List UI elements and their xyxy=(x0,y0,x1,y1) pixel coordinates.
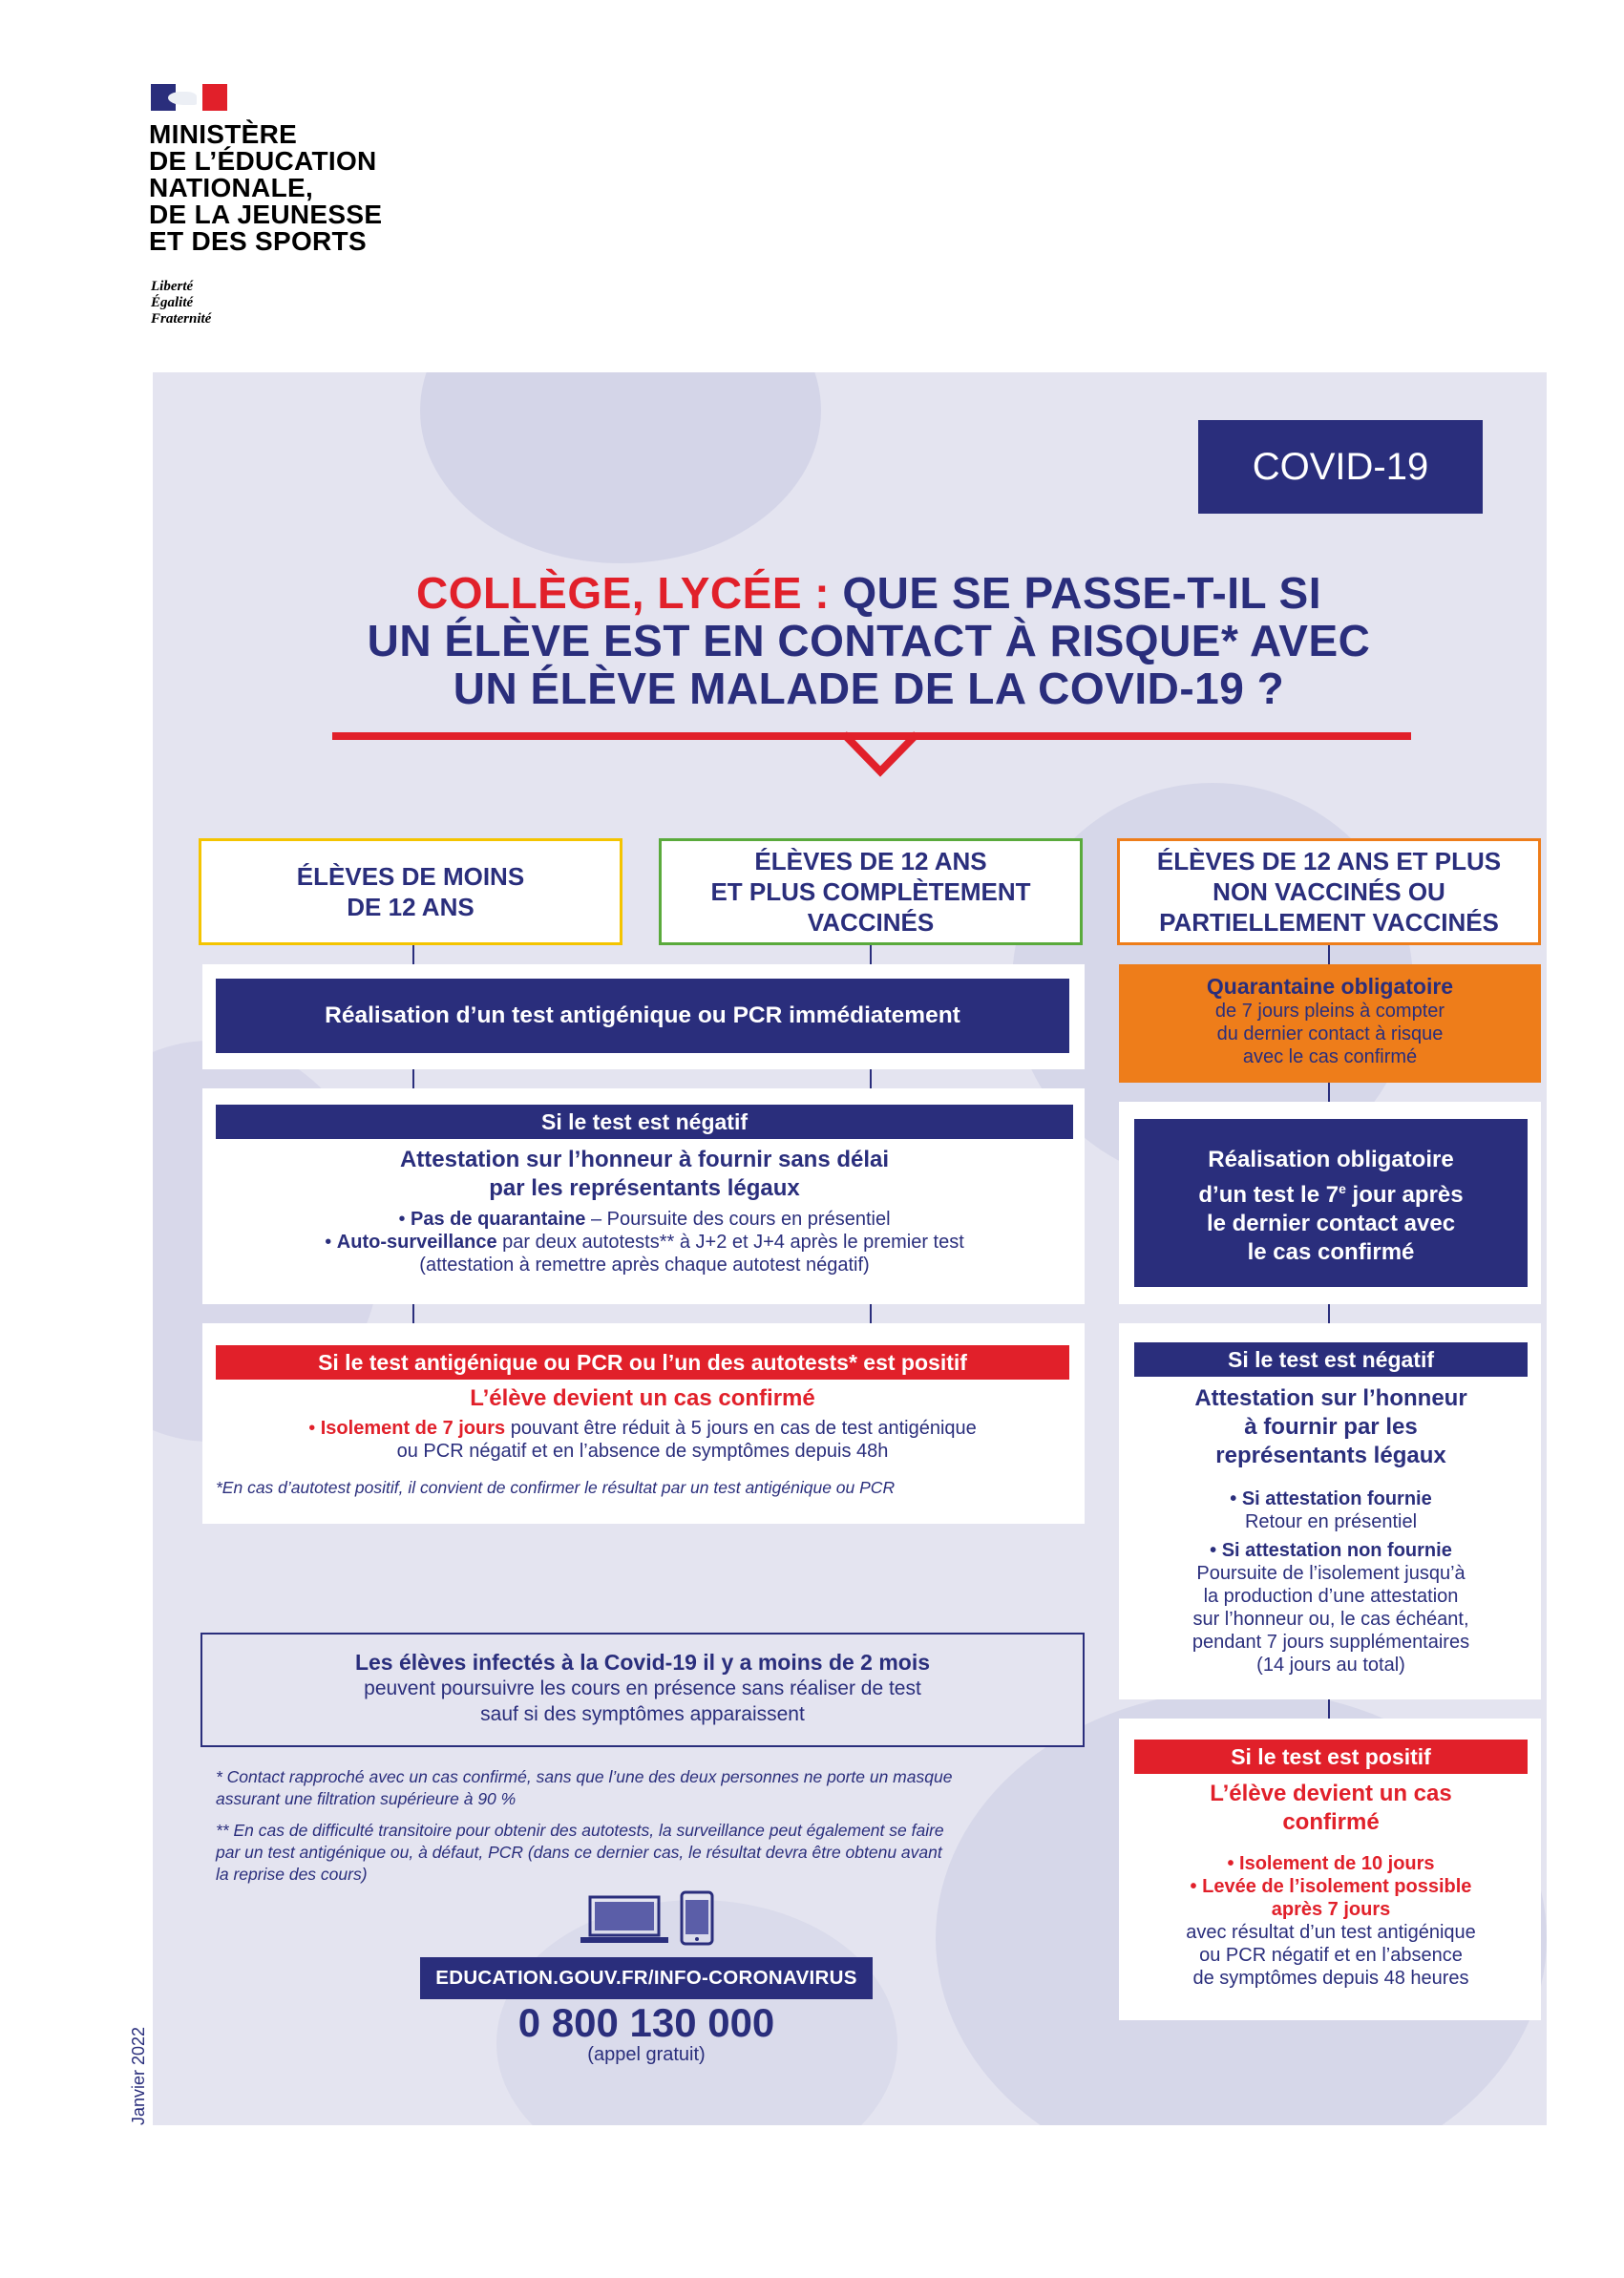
positive-bar: Si le test antigénique ou PCR ou l’un des autotests* est positif xyxy=(216,1345,1069,1380)
title-pointer xyxy=(844,731,917,777)
footnotes: * Contact rapproché avec un cas confirmé, sans que l’une des deux personnes ne porte un masque assurant une filtration supérieure à 90 % ** En cas de difficulté transitoire pour obtenir des autotests, la surveillance peut également se faire par un test antigénique ou, à défaut, PCR (dans ce dernier cas, le résultat devra être obtenu avant la reprise des cours) xyxy=(216,1767,953,1884)
connector xyxy=(1328,945,1330,964)
title-line2: UN ÉLÈVE EST EN CONTACT À RISQUE* AVEC xyxy=(367,616,1371,665)
autotest-note: *En cas d’autotest positif, il convient de confirmer le résultat par un test antigénique ou PCR xyxy=(216,1478,896,1497)
connector xyxy=(1328,1304,1330,1323)
right-negative-bar: Si le test est négatif xyxy=(1134,1342,1528,1377)
title-line3: UN ÉLÈVE MALADE DE LA COVID-19 ? xyxy=(453,664,1285,713)
quarantine-text: Quarantaine obligatoire de 7 jours pleins à compter du dernier contact à risque avec le cas confirmé xyxy=(1206,974,1454,1067)
connector xyxy=(870,945,872,964)
right-positive-details: • Isolement de 10 jours • Levée de l’isolement possible après 7 jours avec résultat d’un test antigénique ou PCR négatif et en l’absence de symptômes depuis 48 heures xyxy=(1134,1852,1528,1990)
page-title xyxy=(248,569,1489,712)
marianne-flag-logo xyxy=(151,84,227,111)
positive-details: • Isolement de 7 jours pouvant être réduit à 5 jours en cas de test antigénique ou PCR négatif et en l’absence de symptômes depuis 48h xyxy=(216,1417,1069,1463)
connector xyxy=(412,945,414,964)
connector xyxy=(1328,1083,1330,1102)
test-day7-bar: Réalisation obligatoire d’un test le 7e jour après le dernier contact avec le cas confirmé xyxy=(1134,1119,1528,1287)
laptop-icon xyxy=(579,1895,670,1945)
smartphone-icon xyxy=(680,1890,714,1946)
ministry-name: MINISTÈRE DE L’ÉDUCATION NATIONALE, DE LA JEUNESSE ET DES SPORTS xyxy=(149,119,383,256)
positive-heading: L’élève devient un cas confirmé xyxy=(470,1385,815,1411)
website-link[interactable]: EDUCATION.GOUV.FR/INFO-CORONAVIRUS xyxy=(420,1957,873,1999)
header-under-12: ÉLÈVES DE MOINS DE 12 ANS xyxy=(199,838,622,945)
phone-note: (appel gratuit) xyxy=(587,2044,706,2065)
bullet-self-monitoring: • Auto-surveillance par deux autotests** à J+2 et J+4 après le premier test xyxy=(216,1231,1073,1254)
connector xyxy=(870,1304,872,1323)
connector xyxy=(870,1069,872,1088)
negative-bar: Si le test est négatif xyxy=(216,1105,1073,1139)
bullet-no-quarantine: • Pas de quarantaine – Poursuite des cours en présentiel xyxy=(216,1208,1073,1231)
header-unvaccinated: ÉLÈVES DE 12 ANS ET PLUS NON VACCINÉS OU PARTIELLEMENT VACCINÉS xyxy=(1117,838,1541,945)
connector xyxy=(412,1069,414,1088)
right-negative-heading: Attestation sur l’honneur à fournir par les représentants légaux xyxy=(1194,1385,1467,1468)
test-immediate-bar: Réalisation d’un test antigénique ou PCR immédiatement xyxy=(216,979,1069,1053)
negative-heading: Attestation sur l’honneur à fournir sans délai par les représentants légaux xyxy=(399,1147,890,1201)
right-negative-details: • Si attestation fournie Retour en présentiel • Si attestation non fournie Poursuite de l’isolement jusqu’à la production d’une attestation sur l’honneur ou, le cas échéant, pendant 7 jours supplémentaires (14 jours au total) xyxy=(1134,1487,1528,1677)
connector xyxy=(412,1304,414,1323)
negative-details: • Pas de quarantaine – Poursuite des cours en présentiel • Auto-surveillance par deux autotests** à J+2 et J+4 après le premier test (attestation à remettre après chaque autotest négatif) xyxy=(216,1208,1073,1276)
right-positive-bar: Si le test est positif xyxy=(1134,1740,1528,1774)
phone-number[interactable]: 0 800 130 000 xyxy=(517,2000,775,2045)
bullet-isolation: • Isolement de 7 jours pouvant être réduit à 5 jours en cas de test antigénique xyxy=(216,1417,1069,1440)
header-vaccinated: ÉLÈVES DE 12 ANS ET PLUS COMPLÈTEMENT VACCINÉS xyxy=(659,838,1083,945)
connector xyxy=(1328,1699,1330,1719)
covid-badge: COVID-19 xyxy=(1198,420,1483,514)
publication-date: Janvier 2022 xyxy=(129,2026,148,2125)
title-red-part: COLLÈGE, LYCÉE : xyxy=(415,568,831,618)
right-positive-heading: L’élève devient un cas confirmé xyxy=(1210,1781,1452,1835)
infected-recently-text: Les élèves infectés à la Covid-19 il y a moins de 2 mois peuvent poursuivre les cours en présence sans réaliser de test sauf si des symptômes apparaissent xyxy=(354,1650,931,1725)
title-line1-rest: QUE SE PASSE-T-IL SI xyxy=(830,568,1322,618)
republic-motto: Liberté Égalité Fraternité xyxy=(151,279,212,327)
